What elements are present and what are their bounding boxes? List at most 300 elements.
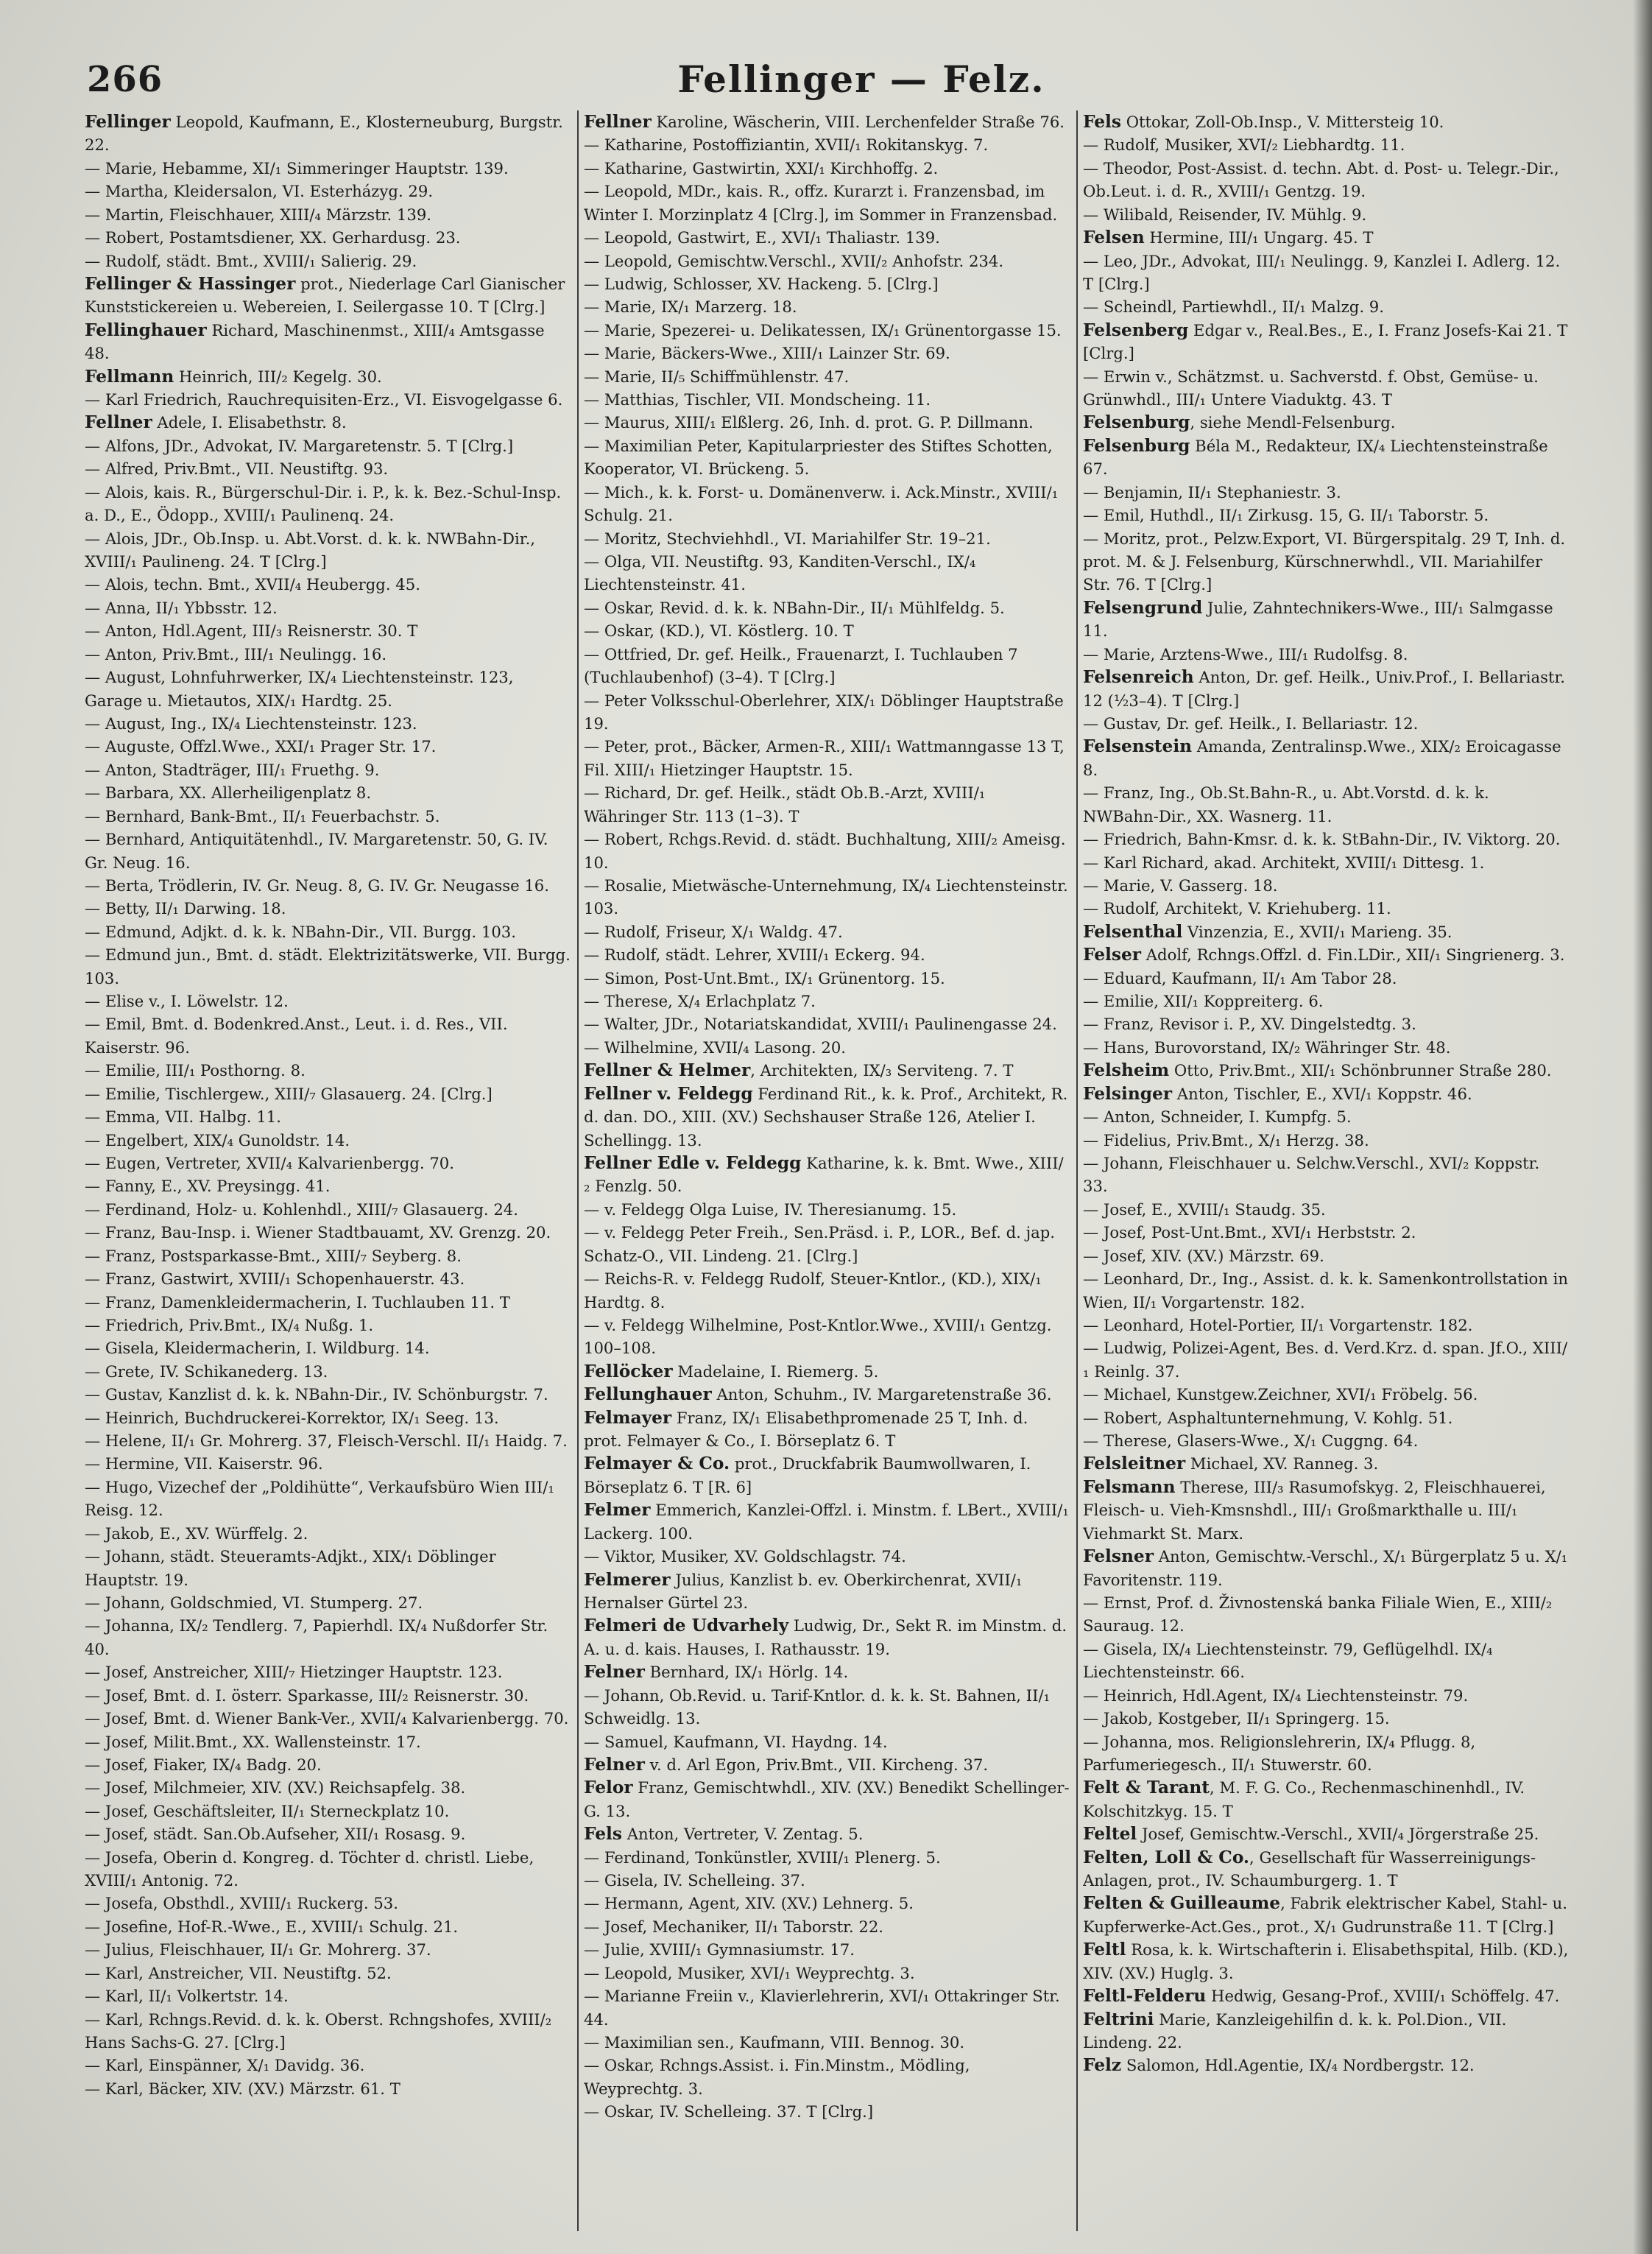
entry-details: — Ludwig, Polizei-Agent, Bes. d. Verd.Krz. d. span. Jf.O., XIII/₁ Reinlg. 37. bbox=[1083, 1339, 1568, 1381]
entry-details: — Hans, Burovorstand, IX/₂ Währinger Str. 48. bbox=[1083, 1038, 1451, 1057]
directory-entry bbox=[85, 1244, 571, 1267]
entry-details: Madelaine, I. Riemerg. 5. bbox=[672, 1362, 879, 1381]
entry-details: Salomon, Hdl.Agentie, IX/₄ Nordbergstr. 12. bbox=[1121, 2056, 1475, 2075]
directory-entry bbox=[1083, 504, 1569, 526]
directory-entry bbox=[584, 180, 1070, 226]
entry-details: v. d. Arl Egon, Priv.Bmt., VII. Kircheng. 37. bbox=[644, 1755, 989, 1774]
entry-details: Edgar v., Real.Bes., E., I. Franz Josefs-Kai 21. T [Clrg.] bbox=[1083, 320, 1568, 363]
entry-details: — Olga, VII. Neustiftg. 93, Kanditen-Verschl., IX/₄ Liechtensteinstr. 41. bbox=[584, 552, 976, 594]
entry-details: — Franz, Revisor i. P., XV. Dingelstedtg. 3. bbox=[1083, 1015, 1416, 1034]
directory-entry bbox=[584, 1082, 1070, 1152]
entry-details: — Alois, JDr., Ob.Insp. u. Abt.Vorst. d. k. k. NWBahn-Dir., XVIII/₁ Paulineng. 24. T [Clrg.] bbox=[85, 529, 536, 571]
directory-entry bbox=[584, 1984, 1070, 2031]
entry-details: Béla M., Redakteur, IX/₄ Liechtensteinstraße 67. bbox=[1083, 436, 1548, 479]
directory-entry bbox=[85, 226, 571, 249]
directory-entry bbox=[1083, 1476, 1569, 1545]
entry-details: — Erwin v., Schätzmst. u. Sachverstd. f. Obst, Gemüse- u. Grünwhdl., III/₁ Untere Viaduktg. 43. T bbox=[1083, 367, 1539, 409]
directory-entry bbox=[584, 990, 1070, 1012]
entry-surname: Felsmann bbox=[1083, 1476, 1176, 1497]
directory-entry bbox=[584, 1846, 1070, 1869]
directory-entry bbox=[584, 2100, 1070, 2123]
directory-entry bbox=[584, 1036, 1070, 1059]
entry-details: — Franz, Damenkleidermacherin, I. Tuchlauben 11. T bbox=[85, 1292, 510, 1311]
entry-details: — Ferdinand, Tonkünstler, XVIII/₁ Plenerg. 5. bbox=[584, 1848, 941, 1867]
entry-details: — Johann, Goldschmied, VI. Stumperg. 27. bbox=[85, 1593, 423, 1612]
entry-details: Franz, Gemischtwhdl., XIV. (XV.) Benedikt Schellinger-G. 13. bbox=[584, 1778, 1070, 1820]
entry-surname: Felt & Tarant bbox=[1083, 1778, 1210, 1798]
directory-entry bbox=[85, 712, 571, 735]
entry-surname: Fellner v. Feldegg bbox=[584, 1083, 753, 1104]
directory-entry bbox=[584, 110, 1070, 133]
entry-details: — Robert, Postamtsdiener, XX. Gerhardusg. 23. bbox=[85, 228, 461, 247]
entry-details: — Edmund, Adjkt. d. k. k. NBahn-Dir., VII. Burgg. 103. bbox=[85, 922, 516, 941]
entry-details: — v. Feldegg Wilhelmine, Post-Kntlor.Wwe., XVIII/₁ Gentzg. 100–108. bbox=[584, 1315, 1052, 1358]
directory-entry bbox=[85, 1336, 571, 1359]
directory-entry bbox=[1083, 133, 1569, 156]
directory-entry bbox=[85, 828, 571, 874]
directory-entry bbox=[85, 596, 571, 619]
entry-details: — Barbara, XX. Allerheiligenplatz 8. bbox=[85, 783, 372, 803]
entry-surname: Felsheim bbox=[1083, 1060, 1170, 1081]
entry-details: — Leopold, Gastwirt, E., XVI/₁ Thaliastr. 139. bbox=[584, 228, 940, 247]
entry-details: Marie, Kanzleigehilfin d. k. k. Pol.Dion., VII. Lindeng. 22. bbox=[1083, 2010, 1507, 2052]
column-divider bbox=[1076, 110, 1078, 2231]
directory-entry bbox=[85, 2077, 571, 2100]
entry-details: — August, Ing., IX/₄ Liechtensteinstr. 123. bbox=[85, 714, 417, 733]
entry-details: — Berta, Trödlerin, IV. Gr. Neug. 8, G. IV. Gr. Neugasse 16. bbox=[85, 876, 549, 895]
directory-entry bbox=[1083, 1452, 1569, 1475]
directory-entry bbox=[584, 1614, 1070, 1660]
directory-entry bbox=[1083, 967, 1569, 990]
entry-details: — Josef, städt. San.Ob.Aufseher, XII/₁ Rosasg. 9. bbox=[85, 1825, 466, 1844]
entry-details: — Alois, techn. Bmt., XVII/₄ Heubergg. 45. bbox=[85, 575, 420, 594]
directory-entry bbox=[584, 1012, 1070, 1035]
entry-details: — Emil, Bmt. d. Bodenkred.Anst., Leut. i. d. Res., VII. Kaiserstr. 96. bbox=[85, 1015, 508, 1057]
entry-details: — Leopold, Gemischtw.Verschl., XVII/₂ Anhofstr. 234. bbox=[584, 251, 1004, 270]
entry-details: — Martha, Kleidersalon, VI. Esterházyg. 29. bbox=[85, 182, 434, 201]
directory-entry bbox=[584, 1684, 1070, 1730]
entry-details: — Johann, Fleischhauer u. Selchw.Verschl., XVI/₂ Koppstr. 33. bbox=[1083, 1153, 1540, 1196]
directory-entry bbox=[1083, 943, 1569, 966]
entry-surname: Fellinghauer bbox=[85, 320, 207, 340]
entry-details: — Mich., k. k. Forst- u. Domänenverw. i. Ack.Minstr., XVIII/₁ Schulg. 21. bbox=[584, 482, 1059, 525]
directory-entry bbox=[584, 434, 1070, 481]
directory-entry bbox=[1083, 781, 1569, 828]
entry-details: — Jakob, E., XV. Würffelg. 2. bbox=[85, 1524, 308, 1543]
directory-entry bbox=[85, 1707, 571, 1730]
directory-entry bbox=[1083, 643, 1569, 666]
directory-entry bbox=[1083, 1406, 1569, 1429]
entry-surname: Fellunghauer bbox=[584, 1384, 712, 1405]
directory-entry bbox=[584, 226, 1070, 249]
directory-entry bbox=[1083, 1591, 1569, 1638]
directory-entry bbox=[1083, 1984, 1569, 2007]
entry-details: — Viktor, Musiker, XV. Goldschlagstr. 74. bbox=[584, 1547, 906, 1566]
entry-details: — Josef, Anstreicher, XIII/₇ Hietzinger Hauptstr. 123. bbox=[85, 1663, 503, 1682]
directory-entry bbox=[85, 411, 571, 434]
directory-entry bbox=[1083, 203, 1569, 226]
directory-entry bbox=[584, 527, 1070, 550]
entry-details: Anton, Tischler, E., XVI/₁ Koppstr. 46. bbox=[1172, 1084, 1472, 1103]
directory-entry bbox=[1083, 1336, 1569, 1383]
entry-details: — Jakob, Kostgeber, II/₁ Springerg. 15. bbox=[1083, 1709, 1390, 1728]
entry-surname: Felmerer bbox=[584, 1569, 671, 1590]
directory-entry bbox=[85, 365, 571, 388]
entry-details: — Ottfried, Dr. gef. Heilk., Frauenarzt, I. Tuchlauben 7 (Tuchlaubenhof) (3–4). T [Clrg.] bbox=[584, 644, 1018, 687]
directory-entry bbox=[85, 1406, 571, 1429]
directory-entry bbox=[85, 481, 571, 527]
entry-surname: Felsinger bbox=[1083, 1083, 1173, 1104]
entry-details: — Fanny, E., XV. Preysingg. 41. bbox=[85, 1177, 331, 1196]
entry-details: — Hugo, Vizechef der „Poldihütte“, Verkaufsbüro Wien III/₁ Reisg. 12. bbox=[85, 1477, 554, 1520]
entry-details: — Rudolf, Musiker, XVI/₂ Liebhardtg. 11. bbox=[1083, 135, 1405, 155]
directory-entry bbox=[584, 920, 1070, 943]
entry-details: Anton, Schuhm., IV. Margaretenstraße 36. bbox=[711, 1385, 1052, 1404]
entry-details: — Gisela, IV. Schelleing. 37. bbox=[584, 1871, 805, 1890]
entry-details: Amanda, Zentralinsp.Wwe., XIX/₂ Eroicagasse 8. bbox=[1083, 737, 1561, 779]
entry-details: — Maurus, XIII/₁ Elßlerg. 26, Inh. d. prot. G. P. Dillmann. bbox=[584, 413, 1034, 432]
entry-details: — Josef, Post-Unt.Bmt., XVI/₁ Herbststr. 2. bbox=[1083, 1223, 1416, 1242]
directory-entry bbox=[584, 1383, 1070, 1406]
entry-details: Anton, Vertreter, V. Zentag. 5. bbox=[621, 1825, 864, 1844]
running-head: Fellinger — Felz. bbox=[677, 57, 1045, 101]
entry-details: — Rudolf, Friseur, X/₁ Waldg. 47. bbox=[584, 922, 843, 941]
entry-surname: Fellner bbox=[584, 112, 652, 132]
entry-details: — Betty, II/₁ Darwing. 18. bbox=[85, 899, 286, 918]
entry-details: — Benjamin, II/₁ Stephaniestr. 3. bbox=[1083, 482, 1341, 501]
entry-details: Katharine, k. k. Bmt. Wwe., XIII/₂ Fenzlg. 50. bbox=[584, 1153, 1064, 1196]
entry-details: — Moritz, prot., Pelzw.Export, VI. Bürgerspitalg. 29 T, Inh. d. prot. M. & J. Felsenburg, Kürschnerwhdl., VII. Mariahilfer Str. 76. T [Clrg.] bbox=[1083, 529, 1566, 594]
entry-details: — Rudolf, Architekt, V. Kriehuberg. 11. bbox=[1083, 899, 1391, 918]
directory-entry bbox=[584, 1869, 1070, 1892]
directory-entry bbox=[85, 666, 571, 712]
entry-details: — Emilie, XII/₁ Koppreiterg. 6. bbox=[1083, 992, 1324, 1011]
entry-details: — Johann, Ob.Revid. u. Tarif-Kntlor. d. k. k. St. Bahnen, II/₁ Schweidlg. 13. bbox=[584, 1686, 1051, 1728]
directory-entry bbox=[584, 481, 1070, 527]
entry-details: — Karl Richard, akad. Architekt, XVIII/₁ Dittesg. 1. bbox=[1083, 853, 1485, 872]
entry-details: — Gisela, Kleidermacherin, I. Wildburg. 14. bbox=[85, 1339, 430, 1358]
entry-surname: Felser bbox=[1083, 945, 1142, 965]
directory-entry bbox=[85, 180, 571, 202]
entry-details: — Peter, prot., Bäcker, Armen-R., XIII/₁ Wattmanngasse 13 T, Fil. XIII/₁ Hietzinger Hauptstr. 15. bbox=[584, 737, 1065, 779]
entry-surname: Felmayer & Co. bbox=[584, 1454, 730, 1474]
directory-entry bbox=[85, 1776, 571, 1799]
entry-details: — Katharine, Gastwirtin, XXI/₁ Kirchhoffg. 2. bbox=[584, 158, 939, 177]
column-1 bbox=[85, 110, 571, 2231]
entry-details: — Karl, Bäcker, XIV. (XV.) Märzstr. 61. T bbox=[85, 2079, 400, 2098]
directory-entry bbox=[85, 805, 571, 828]
directory-entry bbox=[584, 874, 1070, 920]
entry-details: , M. F. G. Co., Rechenmaschinenhdl., IV. Kolschitzkyg. 15. T bbox=[1083, 1778, 1525, 1820]
entry-details: , Architekten, IX/₃ Serviteng. 7. T bbox=[750, 1061, 1014, 1080]
directory-entry bbox=[584, 295, 1070, 318]
entry-details: Heinrich, III/₂ Kegelg. 30. bbox=[174, 367, 382, 386]
entry-details: — Karl, Rchngs.Revid. d. k. k. Oberst. Rchngshofes, XVIII/₂ Hans Sachs-G. 27. [Clrg.] bbox=[85, 2010, 552, 2052]
directory-entry bbox=[85, 1800, 571, 1822]
directory-entry bbox=[1083, 1846, 1569, 1892]
entry-surname: Felor bbox=[584, 1778, 633, 1798]
entry-surname: Felsner bbox=[1083, 1546, 1154, 1567]
directory-entry bbox=[85, 2054, 571, 2077]
entry-details: Adele, I. Elisabethstr. 8. bbox=[152, 413, 347, 432]
directory-entry bbox=[1083, 319, 1569, 365]
directory-entry bbox=[1083, 1036, 1569, 1059]
entry-details: — Marie, II/₅ Schiffmühlenstr. 47. bbox=[584, 367, 850, 386]
directory-entry bbox=[1083, 1822, 1569, 1845]
directory-entry bbox=[584, 342, 1070, 364]
directory-entry bbox=[85, 643, 571, 666]
directory-entry bbox=[1083, 735, 1569, 781]
directory-entry bbox=[584, 781, 1070, 828]
entry-surname: Felsenberg bbox=[1083, 320, 1189, 340]
entry-surname: Felmayer bbox=[584, 1407, 672, 1428]
directory-entry bbox=[584, 1730, 1070, 1753]
directory-entry bbox=[85, 1753, 571, 1776]
entry-details: — Marie, Hebamme, XI/₁ Simmeringer Hauptstr. 139. bbox=[85, 158, 509, 177]
entry-details: — Franz, Bau-Insp. i. Wiener Stadtbauamt, XV. Grenzg. 20. bbox=[85, 1223, 551, 1242]
entry-details: — Scheindl, Partiewhdl., II/₁ Malzg. 9. bbox=[1083, 297, 1384, 317]
entry-surname: Felsenburg bbox=[1083, 435, 1190, 456]
directory-entry bbox=[85, 920, 571, 943]
directory-entry bbox=[584, 250, 1070, 272]
entry-details: — Emil, Huthdl., II/₁ Zirkusg. 15, G. II/₁ Taborstr. 5. bbox=[1083, 506, 1489, 525]
entry-details: — Katharine, Postoffiziantin, XVII/₁ Rokitanskyg. 7. bbox=[584, 135, 989, 155]
entry-details: — Auguste, Offzl.Wwe., XXI/₁ Prager Str. 17. bbox=[85, 737, 437, 756]
directory-entry bbox=[584, 1498, 1070, 1545]
entry-details: — Josef, Bmt. d. Wiener Bank-Ver., XVII/₄ Kalvarienbergg. 70. bbox=[85, 1709, 569, 1728]
entry-details: — Josefa, Obsthdl., XVIII/₁ Ruckerg. 53. bbox=[85, 1894, 398, 1913]
directory-entry bbox=[1083, 110, 1569, 133]
directory-entry bbox=[584, 272, 1070, 295]
entry-details: — Josef, Bmt. d. I. österr. Sparkasse, III/₂ Reisnerstr. 30. bbox=[85, 1686, 529, 1705]
entry-details: — Franz, Gastwirt, XVIII/₁ Schopenhauerstr. 43. bbox=[85, 1269, 465, 1289]
directory-entry bbox=[584, 1198, 1070, 1221]
entry-details: — Helene, II/₁ Gr. Mohrerg. 37, Fleisch-Verschl. II/₁ Haidg. 7. bbox=[85, 1431, 568, 1451]
directory-entry bbox=[85, 1545, 571, 1591]
entry-details: Leopold, Kaufmann, E., Klosterneuburg, Burgstr. 22. bbox=[85, 113, 563, 155]
entry-details: — Leo, JDr., Advokat, III/₁ Neulingg. 9, Kanzlei I. Adlerg. 12. T [Clrg.] bbox=[1083, 251, 1561, 293]
entry-details: — Emilie, III/₁ Posthorng. 8. bbox=[85, 1061, 306, 1080]
directory-entry bbox=[85, 319, 571, 365]
directory-entry bbox=[85, 110, 571, 157]
directory-entry bbox=[1083, 481, 1569, 504]
directory-entry bbox=[85, 1198, 571, 1221]
column-3 bbox=[1083, 110, 1569, 2231]
page-header bbox=[0, 52, 1652, 110]
directory-entry bbox=[85, 1660, 571, 1683]
directory-entry bbox=[1083, 1383, 1569, 1406]
directory-entry bbox=[584, 319, 1070, 342]
entry-details: — Marie, IX/₁ Marzerg. 18. bbox=[584, 297, 797, 317]
entry-details: Emmerich, Kanzlei-Offzl. i. Minstm. f. LBert., XVIII/₁ Lackerg. 100. bbox=[584, 1501, 1069, 1543]
page-number: 266 bbox=[87, 59, 163, 100]
entry-surname: Felsenstein bbox=[1083, 736, 1193, 757]
entry-details: — Rosalie, Mietwäsche-Unternehmung, IX/₄ Liechtensteinstr. 103. bbox=[584, 876, 1068, 918]
entry-details: — Marie, V. Gasserg. 18. bbox=[1083, 876, 1278, 895]
directory-entry bbox=[85, 1429, 571, 1452]
directory-entry bbox=[1083, 1938, 1569, 1984]
directory-entry bbox=[1083, 1221, 1569, 1244]
entry-surname: Feltl-Felderu bbox=[1083, 1986, 1207, 2007]
entry-details: — Josef, Mechaniker, II/₁ Taborstr. 22. bbox=[584, 1917, 884, 1936]
directory-entry bbox=[85, 874, 571, 897]
entry-details: Richard, Maschinenmst., XIII/₄ Amtsgasse 48. bbox=[85, 320, 545, 363]
directory-entry bbox=[584, 689, 1070, 736]
directory-entry bbox=[584, 1962, 1070, 1984]
directory-entry bbox=[85, 1846, 571, 1892]
directory-entry bbox=[85, 1383, 571, 1406]
directory-entry bbox=[584, 1938, 1070, 1961]
directory-entry bbox=[584, 1314, 1070, 1360]
directory-entry bbox=[1083, 411, 1569, 434]
directory-entry bbox=[584, 1221, 1070, 1267]
directory-entry bbox=[85, 735, 571, 758]
directory-entry bbox=[85, 1822, 571, 1845]
entry-details: Ferdinand Rit., k. k. Prof., Architekt, R. d. dan. DO., XIII. (XV.) Sechshauser Straße 126, Atelier I. Schellingg. 13. bbox=[584, 1084, 1068, 1149]
entry-details: — Anton, Stadträger, III/₁ Fruethg. 9. bbox=[85, 760, 380, 779]
entry-details: — Karl Friedrich, Rauchrequisiten-Erz., VI. Eisvogelgasse 6. bbox=[85, 390, 563, 409]
entry-details: — Anna, II/₁ Ybbsstr. 12. bbox=[85, 598, 278, 617]
entry-surname: Felten, Loll & Co. bbox=[1083, 1847, 1250, 1867]
directory-entry bbox=[1083, 1892, 1569, 1938]
directory-entry bbox=[85, 1962, 571, 1984]
entry-surname: Felz bbox=[1083, 2055, 1122, 2076]
entry-surname: Fellner bbox=[85, 412, 152, 433]
entry-details: — Anton, Schneider, I. Kumpfg. 5. bbox=[1083, 1107, 1352, 1127]
directory-entry bbox=[1083, 365, 1569, 412]
directory-entry bbox=[584, 157, 1070, 180]
entry-details: — Edmund jun., Bmt. d. städt. Elektrizitätswerke, VII. Burgg. 103. bbox=[85, 945, 571, 987]
directory-entry bbox=[1083, 1082, 1569, 1105]
entry-surname: Felsengrund bbox=[1083, 597, 1203, 618]
directory-entry bbox=[1083, 226, 1569, 249]
entry-details: Rosa, k. k. Wirtschafterin i. Elisabethspital, Hilb. (KD.), XIV. (XV.) Huglg. 3. bbox=[1083, 1940, 1569, 1982]
directory-entry bbox=[584, 1892, 1070, 1915]
entry-surname: Felten & Guilleaume bbox=[1083, 1893, 1281, 1914]
directory-entry bbox=[85, 943, 571, 990]
entry-details: — Friedrich, Priv.Bmt., IX/₄ Nußg. 1. bbox=[85, 1315, 374, 1334]
entry-details: Hedwig, Gesang-Prof., XVIII/₁ Schöffelg. 47. bbox=[1206, 1987, 1560, 2006]
entry-details: — Oskar, Revid. d. k. k. NBahn-Dir., II/₁ Mühlfeldg. 5. bbox=[584, 598, 1005, 617]
directory-entry bbox=[1083, 596, 1569, 643]
entry-details: — Johanna, mos. Religionslehrerin, IX/₄ Pflugg. 8, Parfumeriegesch., II/₁ Stuwerstr. 60. bbox=[1083, 1732, 1476, 1774]
directory-entry bbox=[1083, 1638, 1569, 1684]
directory-entry bbox=[1083, 157, 1569, 203]
directory-entry bbox=[1083, 990, 1569, 1012]
directory-entry bbox=[1083, 851, 1569, 874]
entry-details: — Rudolf, städt. Lehrer, XVIII/₁ Eckerg. 94. bbox=[584, 945, 925, 965]
directory-entry bbox=[85, 990, 571, 1012]
directory-entry bbox=[1083, 1105, 1569, 1128]
directory-entry bbox=[584, 643, 1070, 689]
entry-details: — Emilie, Tischlergew., XIII/₇ Glasauerg. 24. [Clrg.] bbox=[85, 1084, 493, 1103]
directory-entry bbox=[85, 1291, 571, 1314]
entry-surname: Feltrini bbox=[1083, 2009, 1154, 2029]
entry-details: — Robert, Rchgs.Revid. d. städt. Buchhaltung, XIII/₂ Ameisg. 10. bbox=[584, 830, 1066, 872]
entry-details: , Gesellschaft für Wasserreinigungs-Anlagen, prot., IV. Schaumburgerg. 1. T bbox=[1083, 1848, 1536, 1890]
directory-entry bbox=[85, 1174, 571, 1197]
entry-surname: Feltl bbox=[1083, 1940, 1126, 1960]
entry-surname: Felsenthal bbox=[1083, 921, 1183, 942]
entry-details: — Marie, Bäckers-Wwe., XIII/₁ Lainzer Str. 69. bbox=[584, 344, 950, 363]
directory-entry bbox=[584, 365, 1070, 388]
entry-details: Karoline, Wäscherin, VIII. Lerchenfelder Straße 76. bbox=[651, 113, 1065, 131]
entry-details: — Karl, II/₁ Volkertstr. 14. bbox=[85, 1987, 289, 2006]
entry-surname: Fellner Edle v. Feldegg bbox=[584, 1152, 802, 1173]
directory-entry bbox=[584, 1753, 1070, 1776]
directory-entry bbox=[584, 1776, 1070, 1822]
entry-surname: Felsen bbox=[1083, 228, 1145, 248]
entry-details: — Elise v., I. Löwelstr. 12. bbox=[85, 992, 289, 1011]
directory-entry bbox=[85, 1059, 571, 1082]
directory-entry bbox=[85, 388, 571, 411]
directory-entry bbox=[85, 2008, 571, 2054]
directory-entry bbox=[85, 1938, 571, 1961]
entry-details: — Theodor, Post-Assist. d. techn. Abt. d. Post- u. Telegr.-Dir., Ob.Leut. i. d. R., XVIII/₁ Gentzg. 19. bbox=[1083, 158, 1559, 201]
directory-entry bbox=[584, 943, 1070, 966]
directory-entry bbox=[85, 781, 571, 804]
entry-details: — Oskar, (KD.), VI. Köstlerg. 10. T bbox=[584, 621, 854, 641]
entry-details: — Karl, Anstreicher, VII. Neustiftg. 52. bbox=[85, 1963, 392, 1982]
directory-entry bbox=[1083, 1012, 1569, 1035]
entry-details: prot., Druckfabrik Baumwollwaren, I. Börseplatz 6. T [R. 6] bbox=[584, 1454, 1031, 1496]
directory-entry bbox=[85, 758, 571, 781]
directory-entry bbox=[85, 1984, 571, 2007]
entry-details: — Emma, VII. Halbg. 11. bbox=[85, 1107, 281, 1127]
entry-surname: Fellner & Helmer bbox=[584, 1060, 751, 1081]
entry-details: Hermine, III/₁ Ungarg. 45. T bbox=[1144, 228, 1374, 247]
directory-entry bbox=[1083, 1267, 1569, 1314]
entry-details: — Moritz, Stechviehhdl., VI. Mariahilfer Str. 19–21. bbox=[584, 529, 991, 548]
entry-details: — Josef, Fiaker, IX/₄ Badg. 20. bbox=[85, 1755, 322, 1774]
directory-entry bbox=[584, 133, 1070, 156]
directory-entry bbox=[584, 1568, 1070, 1615]
directory-entry bbox=[584, 1915, 1070, 1938]
directory-entry bbox=[85, 434, 571, 457]
directory-entry bbox=[1083, 828, 1569, 850]
directory-entry bbox=[85, 272, 571, 319]
directory-entry bbox=[1083, 1684, 1569, 1707]
entry-details: — Alois, kais. R., Bürgerschul-Dir. i. P., k. k. Bez.-Schul-Insp. a. D., E., Ödopp., XVIII/₁ Paulinenq. 24. bbox=[85, 482, 562, 525]
entry-surname: Fellinger & Hassinger bbox=[85, 273, 296, 294]
entry-details: — Leopold, MDr., kais. R., offz. Kurarzt i. Franzensbad, im Winter I. Morzinplatz 4 [Clrg.], im Sommer in Franzensbad. bbox=[584, 182, 1058, 224]
entry-surname: Fellmann bbox=[85, 366, 174, 387]
directory-entry bbox=[584, 550, 1070, 596]
entry-details: — Ferdinand, Holz- u. Kohlenhdl., XIII/₇ Glasauerg. 24. bbox=[85, 1200, 518, 1219]
entry-details: — Marie, Arztens-Wwe., III/₁ Rudolfsg. 8. bbox=[1083, 644, 1408, 663]
entry-details: — Maximilian sen., Kaufmann, VIII. Bennog. 30. bbox=[584, 2033, 965, 2052]
directory-entry bbox=[85, 1082, 571, 1105]
entry-details: — Julius, Fleischhauer, II/₁ Gr. Mohrerg. 37. bbox=[85, 1940, 431, 1959]
entry-details: — Friedrich, Bahn-Kmsr. d. k. k. StBahn-Dir., IV. Viktorg. 20. bbox=[1083, 830, 1561, 849]
directory-entry bbox=[85, 1892, 571, 1915]
directory-entry bbox=[85, 1684, 571, 1707]
entry-details: Otto, Priv.Bmt., XII/₁ Schönbrunner Straße 280. bbox=[1169, 1061, 1552, 1080]
directory-entry bbox=[85, 1522, 571, 1545]
directory-entry bbox=[1083, 897, 1569, 920]
directory-entry bbox=[1083, 434, 1569, 481]
directory-entry bbox=[584, 388, 1070, 411]
entry-details: Ludwig, Dr., Sekt R. im Minstm. d. A. u. d. kais. Hauses, I. Rathausstr. 19. bbox=[584, 1616, 1067, 1658]
entry-surname: Fellinger bbox=[85, 112, 171, 132]
directory-entry bbox=[85, 1591, 571, 1614]
entry-details: , Fabrik elektrischer Kabel, Stahl- u. Kupferwerke-Act.Ges., prot., X/₁ Gudrunstraße 11. T [Clrg.] bbox=[1083, 1894, 1567, 1936]
directory-entry bbox=[584, 1545, 1070, 1568]
entry-details: Josef, Gemischtw.-Verschl., XVII/₄ Jörgerstraße 25. bbox=[1137, 1825, 1539, 1844]
entry-details: — Fidelius, Priv.Bmt., X/₁ Herzg. 38. bbox=[1083, 1130, 1369, 1149]
directory-entry bbox=[584, 1406, 1070, 1453]
entry-details: — Reichs-R. v. Feldegg Rudolf, Steuer-Kntlor., (KD.), XIX/₁ Hardtg. 8. bbox=[584, 1269, 1042, 1311]
